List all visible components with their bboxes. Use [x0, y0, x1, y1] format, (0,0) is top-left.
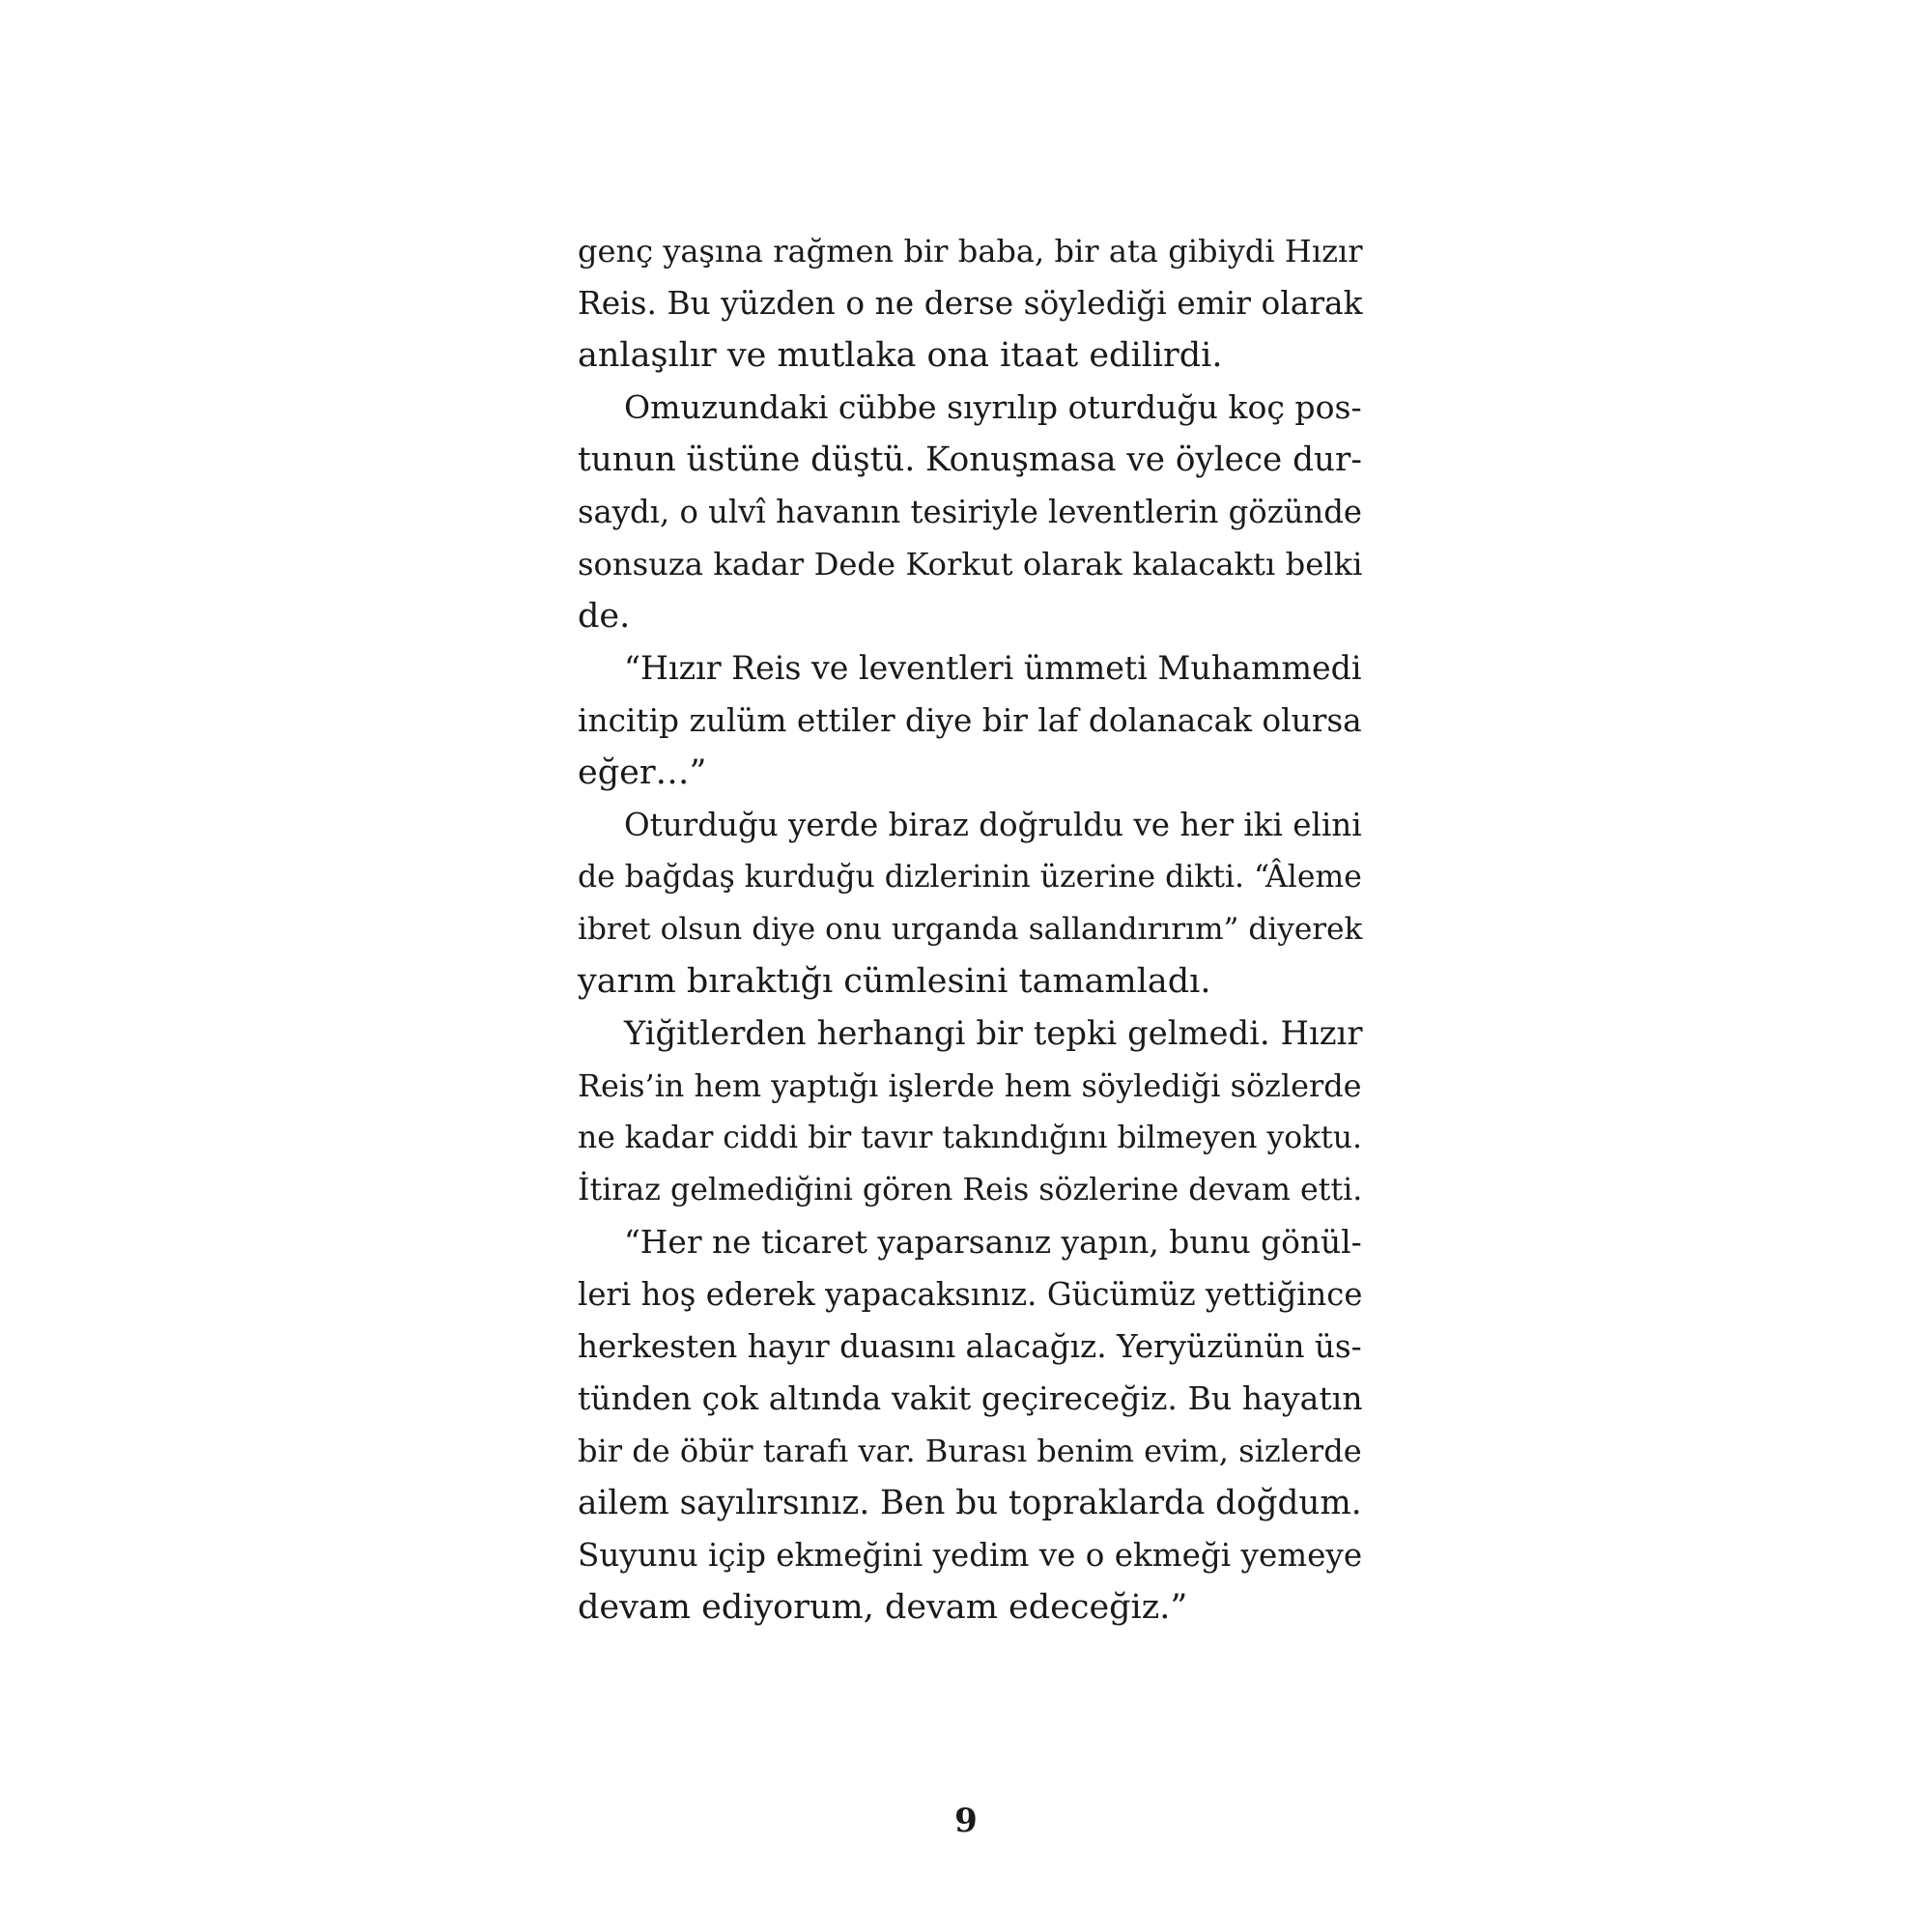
- text-line: İtiraz gelmediğini gören Reis sözlerine devam etti.: [578, 1173, 1363, 1208]
- text-line: “Hızır Reis ve leventleri ümmeti Muhammedi: [624, 649, 1362, 687]
- page-number: 9: [954, 1802, 978, 1840]
- text-line: yarım bıraktığı cümlesini tamamladı.: [578, 962, 1211, 1001]
- body-text: [578, 225, 1362, 1634]
- text-line: Reis. Bu yüzden o ne derse söylediği emir olarak: [578, 285, 1363, 322]
- text-line: incitip zulüm ettiler diye bir laf dolanacak olursa: [578, 702, 1362, 739]
- text-line: de bağdaş kurduğu dizlerinin üzerine dikti. “Âleme: [578, 860, 1362, 895]
- text-line: genç yaşına rağmen bir baba, bir ata gibiydi Hızır: [578, 233, 1363, 270]
- text-line: de.: [578, 597, 631, 636]
- text-line: “Her ne ticaret yaparsanız yapın, bunu gönül-: [624, 1224, 1362, 1261]
- text-line: devam ediyorum, devam edeceğiz.”: [578, 1588, 1188, 1627]
- text-line: Reis’in hem yaptığı işlerde hem söylediği sözlerde: [578, 1067, 1362, 1104]
- text-line: ailem sayılırsınız. Ben bu topraklarda doğdum.: [578, 1484, 1362, 1522]
- text-line: anlaşılır ve mutlaka ona itaat edilirdi.: [578, 336, 1223, 375]
- text-line: tunun üstüne düştü. Konuşmasa ve öylece dur-: [578, 440, 1362, 479]
- text-line: saydı, o ulvî havanın tesiriyle leventlerin gözünde: [578, 494, 1362, 530]
- text-line: tünden çok altında vakit geçireceğiz. Bu hayatın: [578, 1379, 1363, 1417]
- text-line: Yiğitlerden herhangi bir tepki gelmedi. Hızır: [624, 1014, 1363, 1052]
- text-line: Suyunu içip ekmeğini yedim ve o ekmeği yemeye: [578, 1537, 1363, 1574]
- text-line: ibret olsun diye onu urganda sallandırırım” diyerek: [578, 912, 1363, 947]
- text-line: ne kadar ciddi bir tavır takındığını bilmeyen yoktu.: [578, 1121, 1362, 1155]
- text-line: bir de öbür tarafı var. Burası benim evim, sizlerde: [578, 1433, 1362, 1469]
- text-line: sonsuza kadar Dede Korkut olarak kalacaktı belki: [578, 546, 1363, 582]
- text-line: eğer…”: [578, 753, 707, 792]
- text-line: Oturduğu yerde biraz doğruldu ve her iki elini: [624, 807, 1362, 843]
- text-line: herkesten hayır duasını alacağız. Yeryüzünün üs-: [578, 1328, 1362, 1365]
- text-line: Omuzundaki cübbe sıyrılıp oturduğu koç pos-: [624, 388, 1362, 426]
- text-line: leri hoş ederek yapacaksınız. Gücümüz yettiğince: [578, 1276, 1363, 1313]
